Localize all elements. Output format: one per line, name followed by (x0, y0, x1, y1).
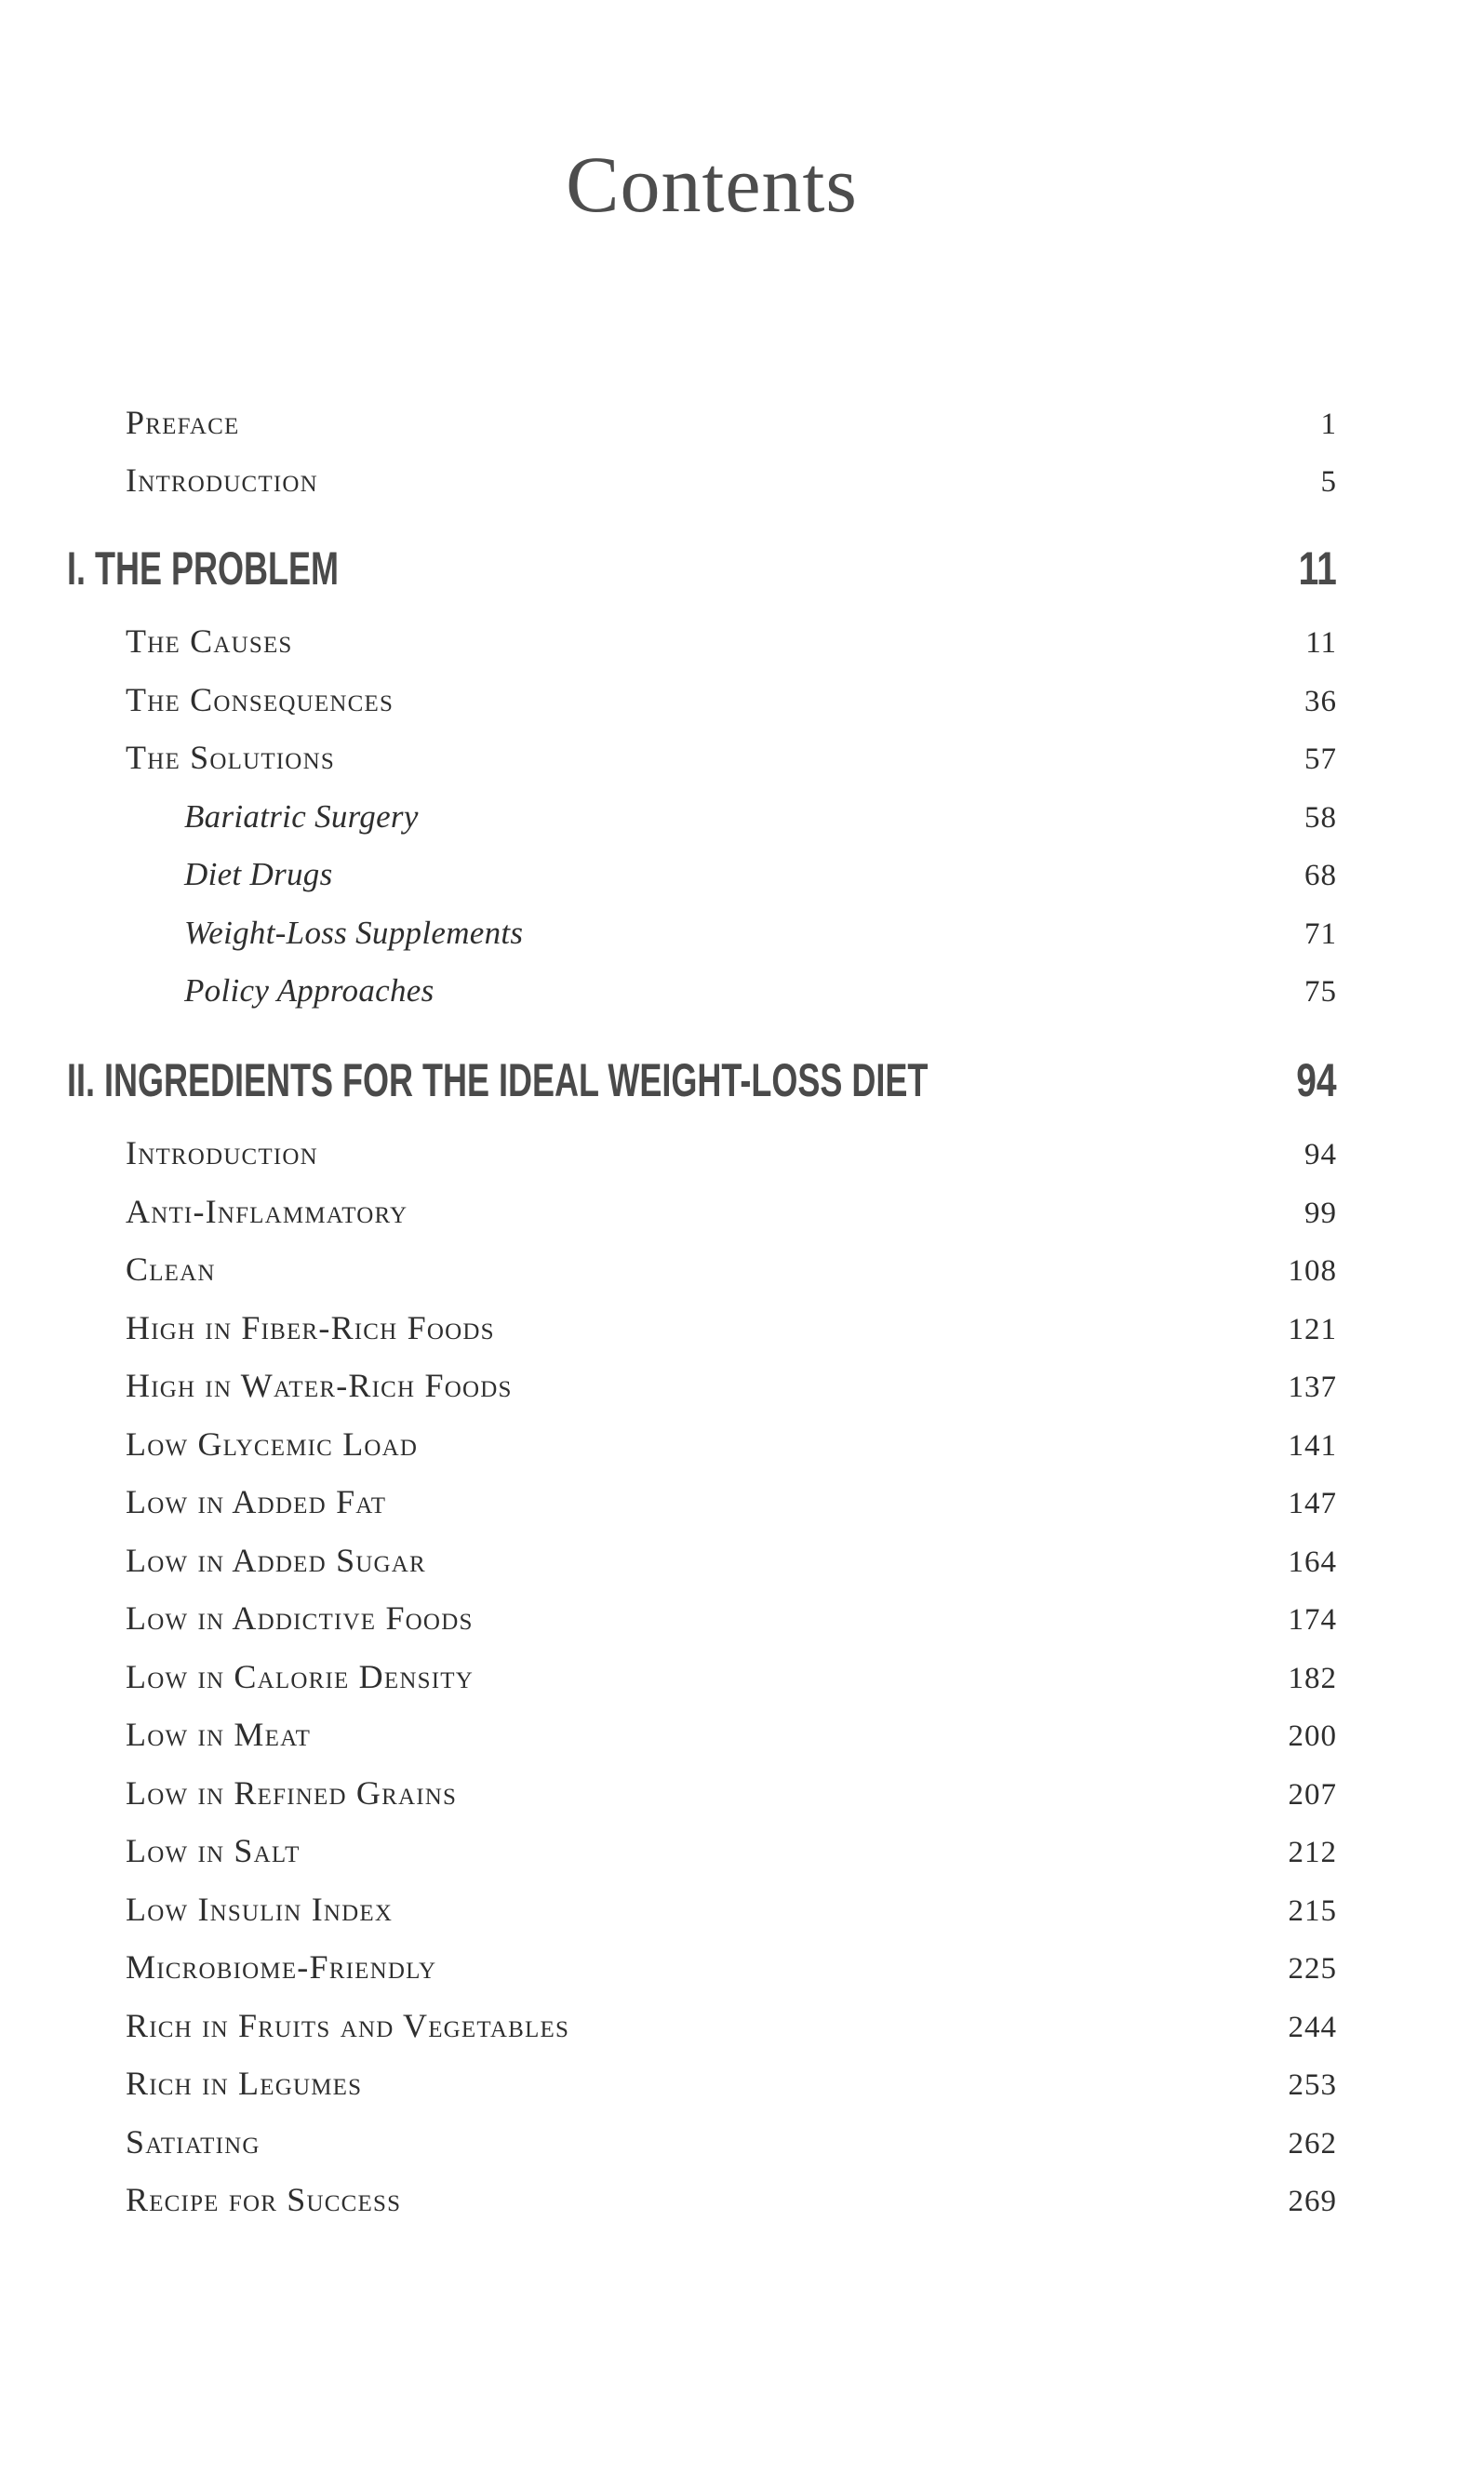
toc-entry-label: High in Fiber-Rich Foods (126, 1309, 495, 1346)
toc-entry[interactable] (0, 1484, 1484, 1531)
toc-subentry[interactable] (0, 856, 1484, 903)
toc-entry[interactable] (0, 1600, 1484, 1647)
toc-part-heading-2[interactable] (0, 1050, 1484, 1115)
toc-subentry[interactable] (0, 915, 1484, 961)
part-title: I. THE PROBLEM (67, 542, 340, 595)
toc-entry-label: Low in Added Fat (126, 1483, 387, 1520)
toc-entry[interactable] (0, 2182, 1484, 2228)
part-page-number: 11 (1298, 542, 1337, 595)
toc-entry-label: High in Water-Rich Foods (126, 1367, 513, 1404)
toc-page-number: 36 (1304, 685, 1337, 718)
toc-page-number: 147 (1288, 1487, 1337, 1520)
toc-entry[interactable] (0, 2066, 1484, 2112)
toc-page-number: 99 (1304, 1197, 1337, 1230)
toc-subentry[interactable] (0, 798, 1484, 845)
toc-page-number: 164 (1288, 1545, 1337, 1579)
toc-page-number: 200 (1288, 1719, 1337, 1753)
toc-page-number: 225 (1288, 1952, 1337, 1986)
toc-entry-label: Low in Meat (126, 1716, 312, 1753)
toc-page-number: 68 (1304, 859, 1337, 892)
toc-page-number: 94 (1304, 1138, 1337, 1171)
toc-page-number: 75 (1304, 975, 1337, 1009)
toc-entry-label: Satiating (126, 2123, 261, 2161)
toc-entry[interactable] (0, 1833, 1484, 1880)
toc-entry-label: Clean (126, 1251, 216, 1288)
toc-entry[interactable] (0, 1426, 1484, 1473)
toc-page-number: 71 (1304, 917, 1337, 951)
toc-page-number: 5 (1320, 465, 1337, 499)
toc-entry[interactable] (0, 1543, 1484, 1589)
toc-page-number: 262 (1288, 2127, 1337, 2161)
toc-entry-label: Low Insulin Index (126, 1891, 394, 1928)
toc-subentry-label: Weight-Loss Supplements (184, 915, 524, 951)
toc-entry-label: The Consequences (126, 681, 394, 718)
toc-page-number: 182 (1288, 1662, 1337, 1695)
toc-subentry-label: Diet Drugs (184, 856, 333, 892)
toc-entry-label: Anti-Inflammatory (126, 1193, 408, 1230)
toc-page-number: 207 (1288, 1778, 1337, 1812)
toc-entry[interactable] (0, 2124, 1484, 2171)
toc-entry-label: Preface (126, 404, 240, 441)
toc-subentry-label: Policy Approaches (184, 972, 435, 1009)
toc-entry[interactable] (0, 1717, 1484, 1763)
toc-entry-label: The Causes (126, 622, 293, 660)
toc-page-number: 215 (1288, 1894, 1337, 1928)
toc-page-number: 108 (1288, 1254, 1337, 1288)
toc-page-number: 58 (1304, 801, 1337, 835)
toc-page-number: 244 (1288, 2011, 1337, 2044)
toc-entry-label: Low in Salt (126, 1832, 301, 1869)
toc-entry[interactable] (0, 740, 1484, 786)
toc-page-number: 212 (1288, 1836, 1337, 1869)
toc-entry-label: Low in Calorie Density (126, 1658, 474, 1695)
toc-subentry-label: Bariatric Surgery (184, 798, 419, 835)
toc-entry[interactable] (0, 1251, 1484, 1298)
toc-page-number: 1 (1320, 408, 1337, 441)
toc-page-number: 121 (1288, 1313, 1337, 1346)
toc-entry[interactable] (0, 1310, 1484, 1357)
toc-entry[interactable] (0, 1892, 1484, 1938)
toc-entry[interactable] (0, 1194, 1484, 1240)
toc-page-number: 253 (1288, 2068, 1337, 2102)
toc-entry-label: Microbiome-Friendly (126, 1948, 437, 1986)
toc-entry-label: Rich in Fruits and Vegetables (126, 2007, 570, 2044)
toc-part-heading-1[interactable] (0, 538, 1484, 603)
page-title: Contents (566, 140, 858, 229)
toc-entry-label: Low in Refined Grains (126, 1774, 458, 1812)
toc-entry[interactable] (0, 682, 1484, 729)
toc-entry[interactable] (0, 1949, 1484, 1996)
toc-entry[interactable] (0, 1135, 1484, 1182)
toc-page-number: 137 (1288, 1371, 1337, 1404)
toc-entry-label: Low Glycemic Load (126, 1425, 419, 1463)
toc-entry[interactable] (0, 2008, 1484, 2054)
toc-entry[interactable] (0, 1659, 1484, 1706)
toc-entry-label: The Solutions (126, 739, 335, 776)
toc-entry[interactable] (0, 1368, 1484, 1414)
toc-entry-label: Low in Added Sugar (126, 1542, 426, 1579)
toc-subentry[interactable] (0, 972, 1484, 1019)
toc-entry-label: Introduction (126, 462, 318, 499)
toc-entry-preface[interactable] (0, 405, 1484, 451)
part-title: II. INGREDIENTS FOR THE IDEAL WEIGHT-LOSS DIET (67, 1054, 929, 1106)
toc-page-number: 174 (1288, 1603, 1337, 1637)
toc-entry-introduction[interactable] (0, 462, 1484, 509)
toc-entry-label: Introduction (126, 1134, 318, 1171)
toc-page-number: 141 (1288, 1429, 1337, 1463)
toc-page-number: 11 (1305, 626, 1337, 660)
toc-entry[interactable] (0, 623, 1484, 670)
toc-page-number: 57 (1304, 742, 1337, 776)
toc-entry-label: Recipe for Success (126, 2181, 402, 2218)
toc-entry[interactable] (0, 1775, 1484, 1822)
toc-entry-label: Low in Addictive Foods (126, 1599, 474, 1637)
toc-entry-label: Rich in Legumes (126, 2065, 363, 2102)
part-page-number: 94 (1296, 1054, 1337, 1106)
toc-page-number: 269 (1288, 2185, 1337, 2218)
